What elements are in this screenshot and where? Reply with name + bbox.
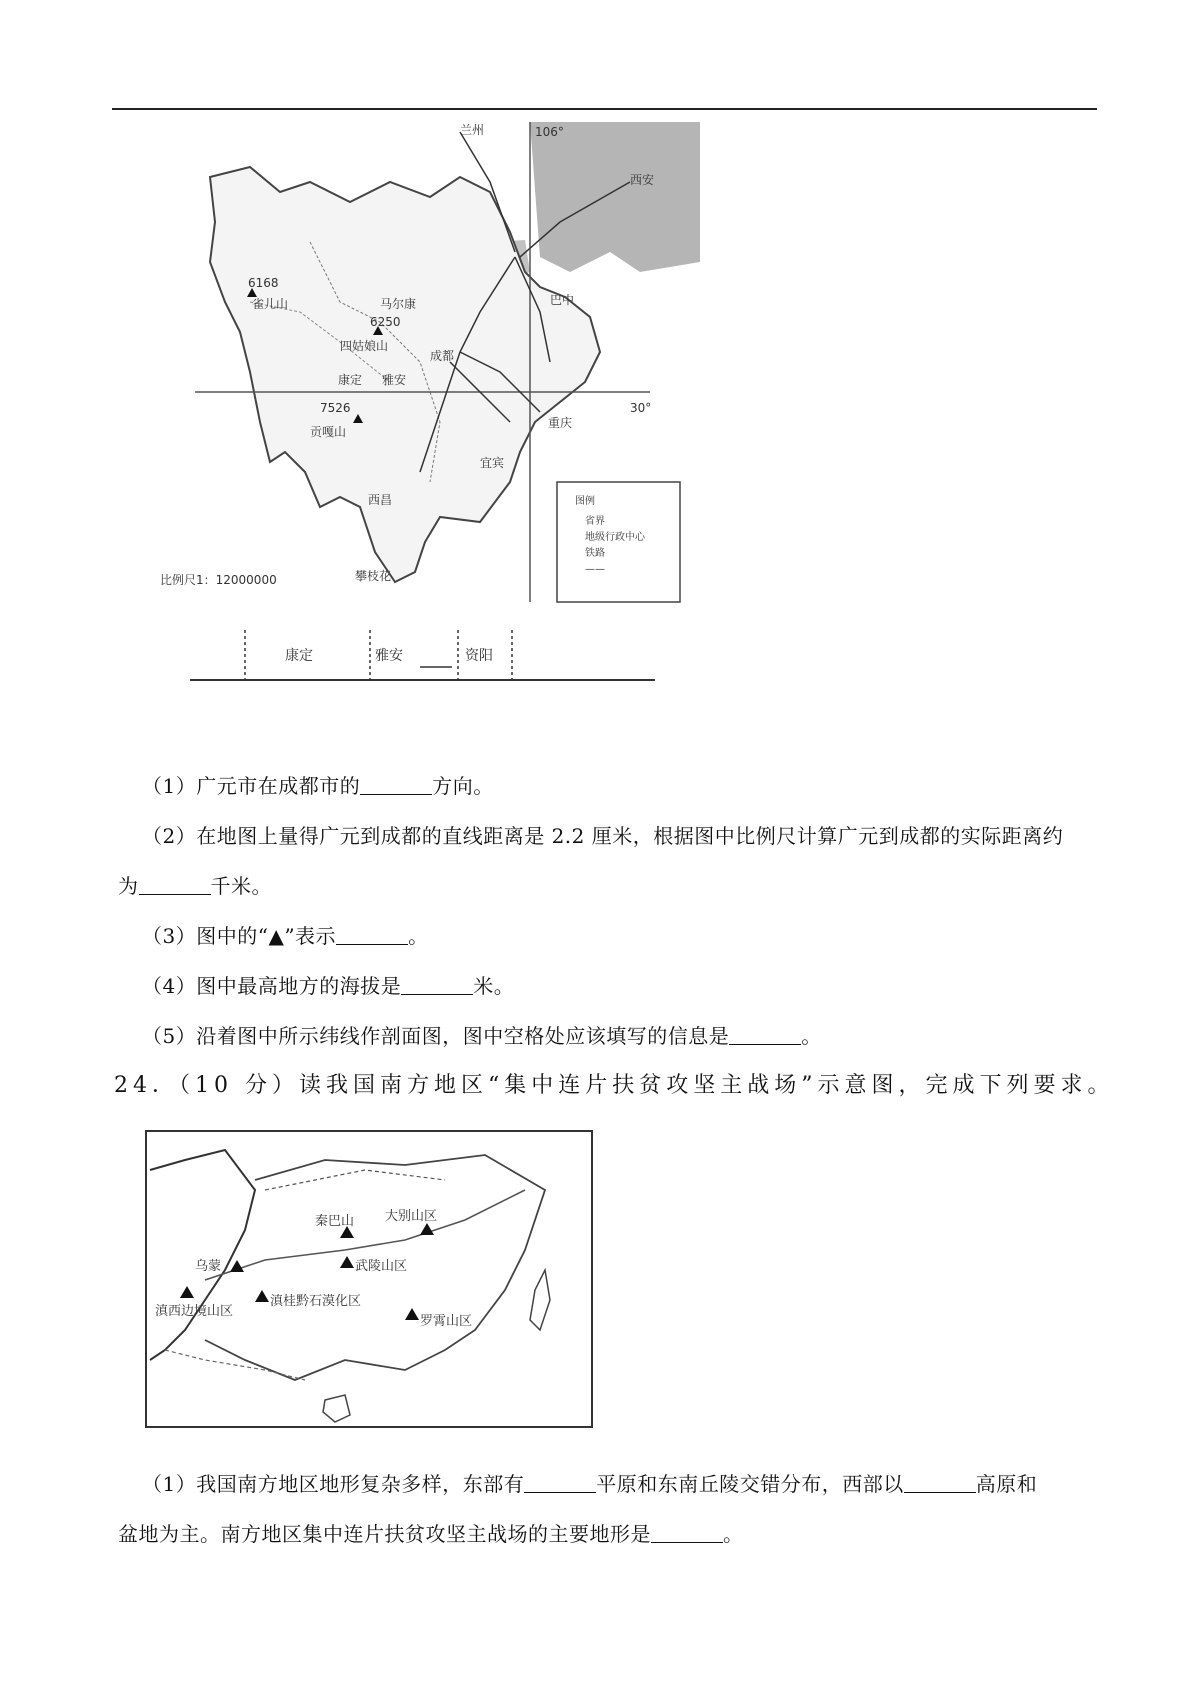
label-peak2-elev: 6250 [370,315,401,329]
label-kangding: 康定 [338,373,363,387]
profile-label-yaan: 雅安 [375,648,403,664]
label-lanzhou: 兰州 [460,123,485,137]
answer-blank[interactable] [401,976,473,995]
label-lat30: 30° [630,401,652,415]
label-peak3-elev: 7526 [320,401,351,415]
q24-part1-line2: 盆地为主。南方地区集中连片扶贫攻坚主战场的主要地形是 。 [118,1522,744,1546]
label-yibin: 宜宾 [480,456,505,470]
label-peak1-elev: 6168 [248,276,279,290]
legend-item-boundary: 省界 [585,516,605,527]
answer-blank[interactable] [729,1026,801,1045]
label-qinba: 秦巴山 [315,1214,355,1229]
label-dianxi: 滇西边境山区 [155,1304,234,1319]
label-luoxiao: 罗霄山区 [420,1314,473,1329]
label-xian: 西安 [630,173,655,187]
label-lon106: 106° [535,125,564,139]
label-chongqing: 重庆 [548,416,573,430]
q23-part4: （4）图中最高地方的海拔是 米。 [142,974,515,998]
q24-heading: 24．（10 分）读我国南方地区“集中连片扶贫攻坚主战场”示意图，完成下列要求。 [114,1073,1115,1098]
label-dian-gui-qian: 滇桂黔石漠化区 [270,1294,362,1309]
map-scale: 比例尺1：12000000 [160,573,277,587]
label-peak2-name: 四姑娘山 [340,339,389,353]
label-xichang: 西昌 [368,493,393,507]
label-panzhihua: 攀枝花 [355,569,392,583]
answer-blank[interactable] [524,1474,596,1493]
answer-blank[interactable] [336,926,408,945]
sichuan-map [160,122,760,757]
label-peak1-name: 雀儿山 [252,297,289,311]
q23-part2-cont: 为 千米。 [118,874,272,898]
label-maerkang: 马尔康 [380,297,417,311]
legend-item-admin-center: 地级行政中心 [585,532,645,543]
label-bazhong: 巴中 [550,293,575,307]
answer-blank[interactable] [651,1524,723,1543]
label-wuling: 武陵山区 [355,1259,408,1274]
profile-label-ziyang: 资阳 [465,648,493,664]
q23-part2: （2）在地图上量得广元到成都的直线距离是 2.2 厘米，根据图中比例尺计算广元到成都的实际距离约 [142,824,1064,848]
label-chengdu: 成都 [430,349,455,363]
q23-part1: （1）广元市在成都市的 方向。 [142,774,494,798]
answer-blank[interactable] [360,776,432,795]
label-yaan: 雅安 [382,373,407,387]
answer-blank[interactable] [904,1474,976,1493]
answer-blank[interactable] [139,876,211,895]
q23-part3: （3）图中的“▲”表示 。 [142,924,429,948]
q23-part5: （5）沿着图中所示纬线作剖面图，图中空格处应该填写的信息是 。 [142,1024,822,1048]
legend-title: 图例 [575,496,595,507]
profile-label-kangding: 康定 [285,648,313,664]
label-dabie: 大别山区 [385,1209,438,1224]
label-peak3-name: 贡嘎山 [310,425,347,439]
legend-item-blank: —— [585,564,605,575]
legend-item-railway: 铁路 [585,548,605,559]
south-china-map [145,1130,595,1430]
label-wumeng: 乌蒙 [195,1259,222,1274]
header-rule [112,108,1097,110]
q24-part1-line1: （1）我国南方地区地形复杂多样，东部有 平原和东南丘陵交错分布，西部以 高原和 [142,1472,1038,1496]
